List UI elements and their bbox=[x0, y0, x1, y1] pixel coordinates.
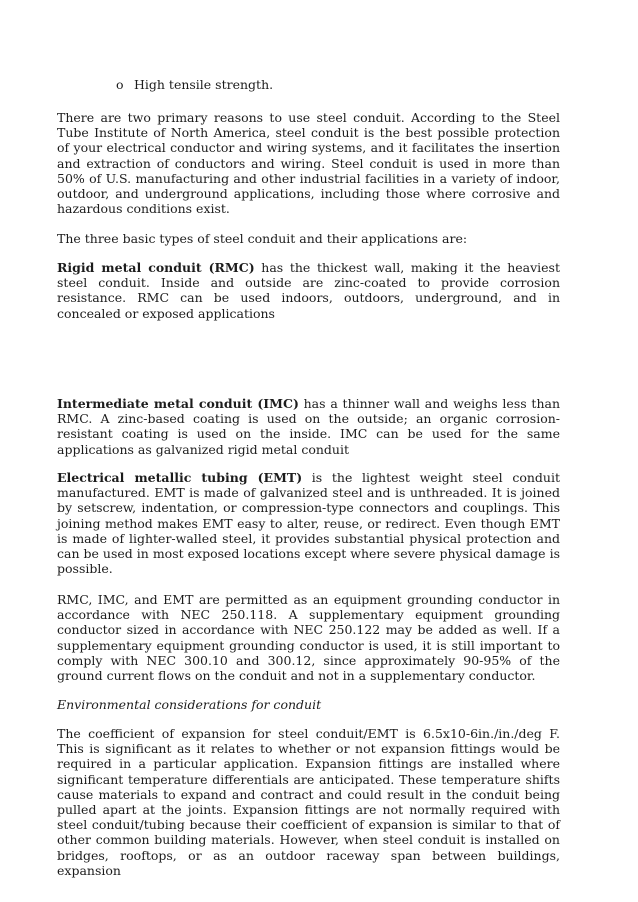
imc-description: has a thinner wall and weighs less than RMC. A zinc-based coating is used on the outside; an organic corrosion-resistant coating is used on the inside. IMC can be used for the same applications as galvanized rigid metal conduit bbox=[57, 396, 560, 457]
paragraph-environmental: The coefficient of expansion for steel conduit/EMT is 6.5x10-6in./in./deg F. This is significant as it relates to whether or not expansion fittings would be required in a particular application. Expansion fittings are installed where significant temperature differentials are anticipated. These temperature shifts cause materials to expand and contract and could result in the conduit being pulled apart at the joints. Expansion fittings are not normally required with steel conduit/tubing because their coefficient of expansion is similar to that of other common building materials. However, when steel conduit is installed on bridges, rooftops, or as an outdoor raceway span between buildings, expansion bbox=[57, 726, 560, 878]
bullet-marker: o bbox=[116, 77, 124, 92]
bullet-text: High tensile strength. bbox=[134, 77, 274, 92]
emt-description: is the lightest weight steel conduit manufactured. EMT is made of galvanized steel and is unthreaded. It is joined by setscrew, indentation, or compression-type connectors and couplings. This joining method makes EMT easy to alter, reuse, or redirect. Even though EMT is made of lighter-walled steel, it provides substantial physical protection and can be used in most exposed locations except where severe physical damage is possible. bbox=[57, 470, 560, 577]
paragraph-imc bbox=[57, 396, 560, 457]
heading-environmental-text: Environmental considerations for conduit bbox=[57, 697, 322, 712]
paragraph-reasons: There are two primary reasons to use steel conduit. According to the Steel Tube Institute of North America, steel conduit is the best possible protection of your electrical conductor and wiring systems, and it facilitates the insertion and extraction of conductors and wiring. Steel conduit is used in more than 50% of U.S. manufacturing and other industrial facilities in a variety of indoor, outdoor, and underground applications, including those where corrosive and hazardous conditions exist. bbox=[57, 110, 560, 217]
term-imc: Intermediate metal conduit (IMC) bbox=[57, 396, 299, 411]
term-rmc: Rigid metal conduit (RMC) bbox=[57, 260, 255, 275]
rmc-description: has the thickest wall, making it the heaviest steel conduit. Inside and outside are zinc-coated to provide corrosion resistance. RMC can be used indoors, outdoors, underground, and in concealed or exposed applications bbox=[57, 260, 560, 321]
heading-environmental bbox=[57, 697, 560, 712]
term-emt: Electrical metallic tubing (EMT) bbox=[57, 470, 303, 485]
paragraph-rmc bbox=[57, 260, 560, 321]
paragraph-types-intro: The three basic types of steel conduit and their applications are: bbox=[57, 231, 468, 246]
paragraph-grounding: RMC, IMC, and EMT are permitted as an equipment grounding conductor in accordance with NEC 250.118. A supplementary equipment grounding conductor sized in accordance with NEC 250.122 may be added as well. If a supplementary equipment grounding conductor is used, it is still important to comply with NEC 300.10 and 300.12, since approximately 90-95% of the ground current flows on the conduit and not in a supplementary conductor. bbox=[57, 592, 560, 684]
paragraph-emt bbox=[57, 470, 560, 576]
bullet-item bbox=[116, 77, 273, 92]
